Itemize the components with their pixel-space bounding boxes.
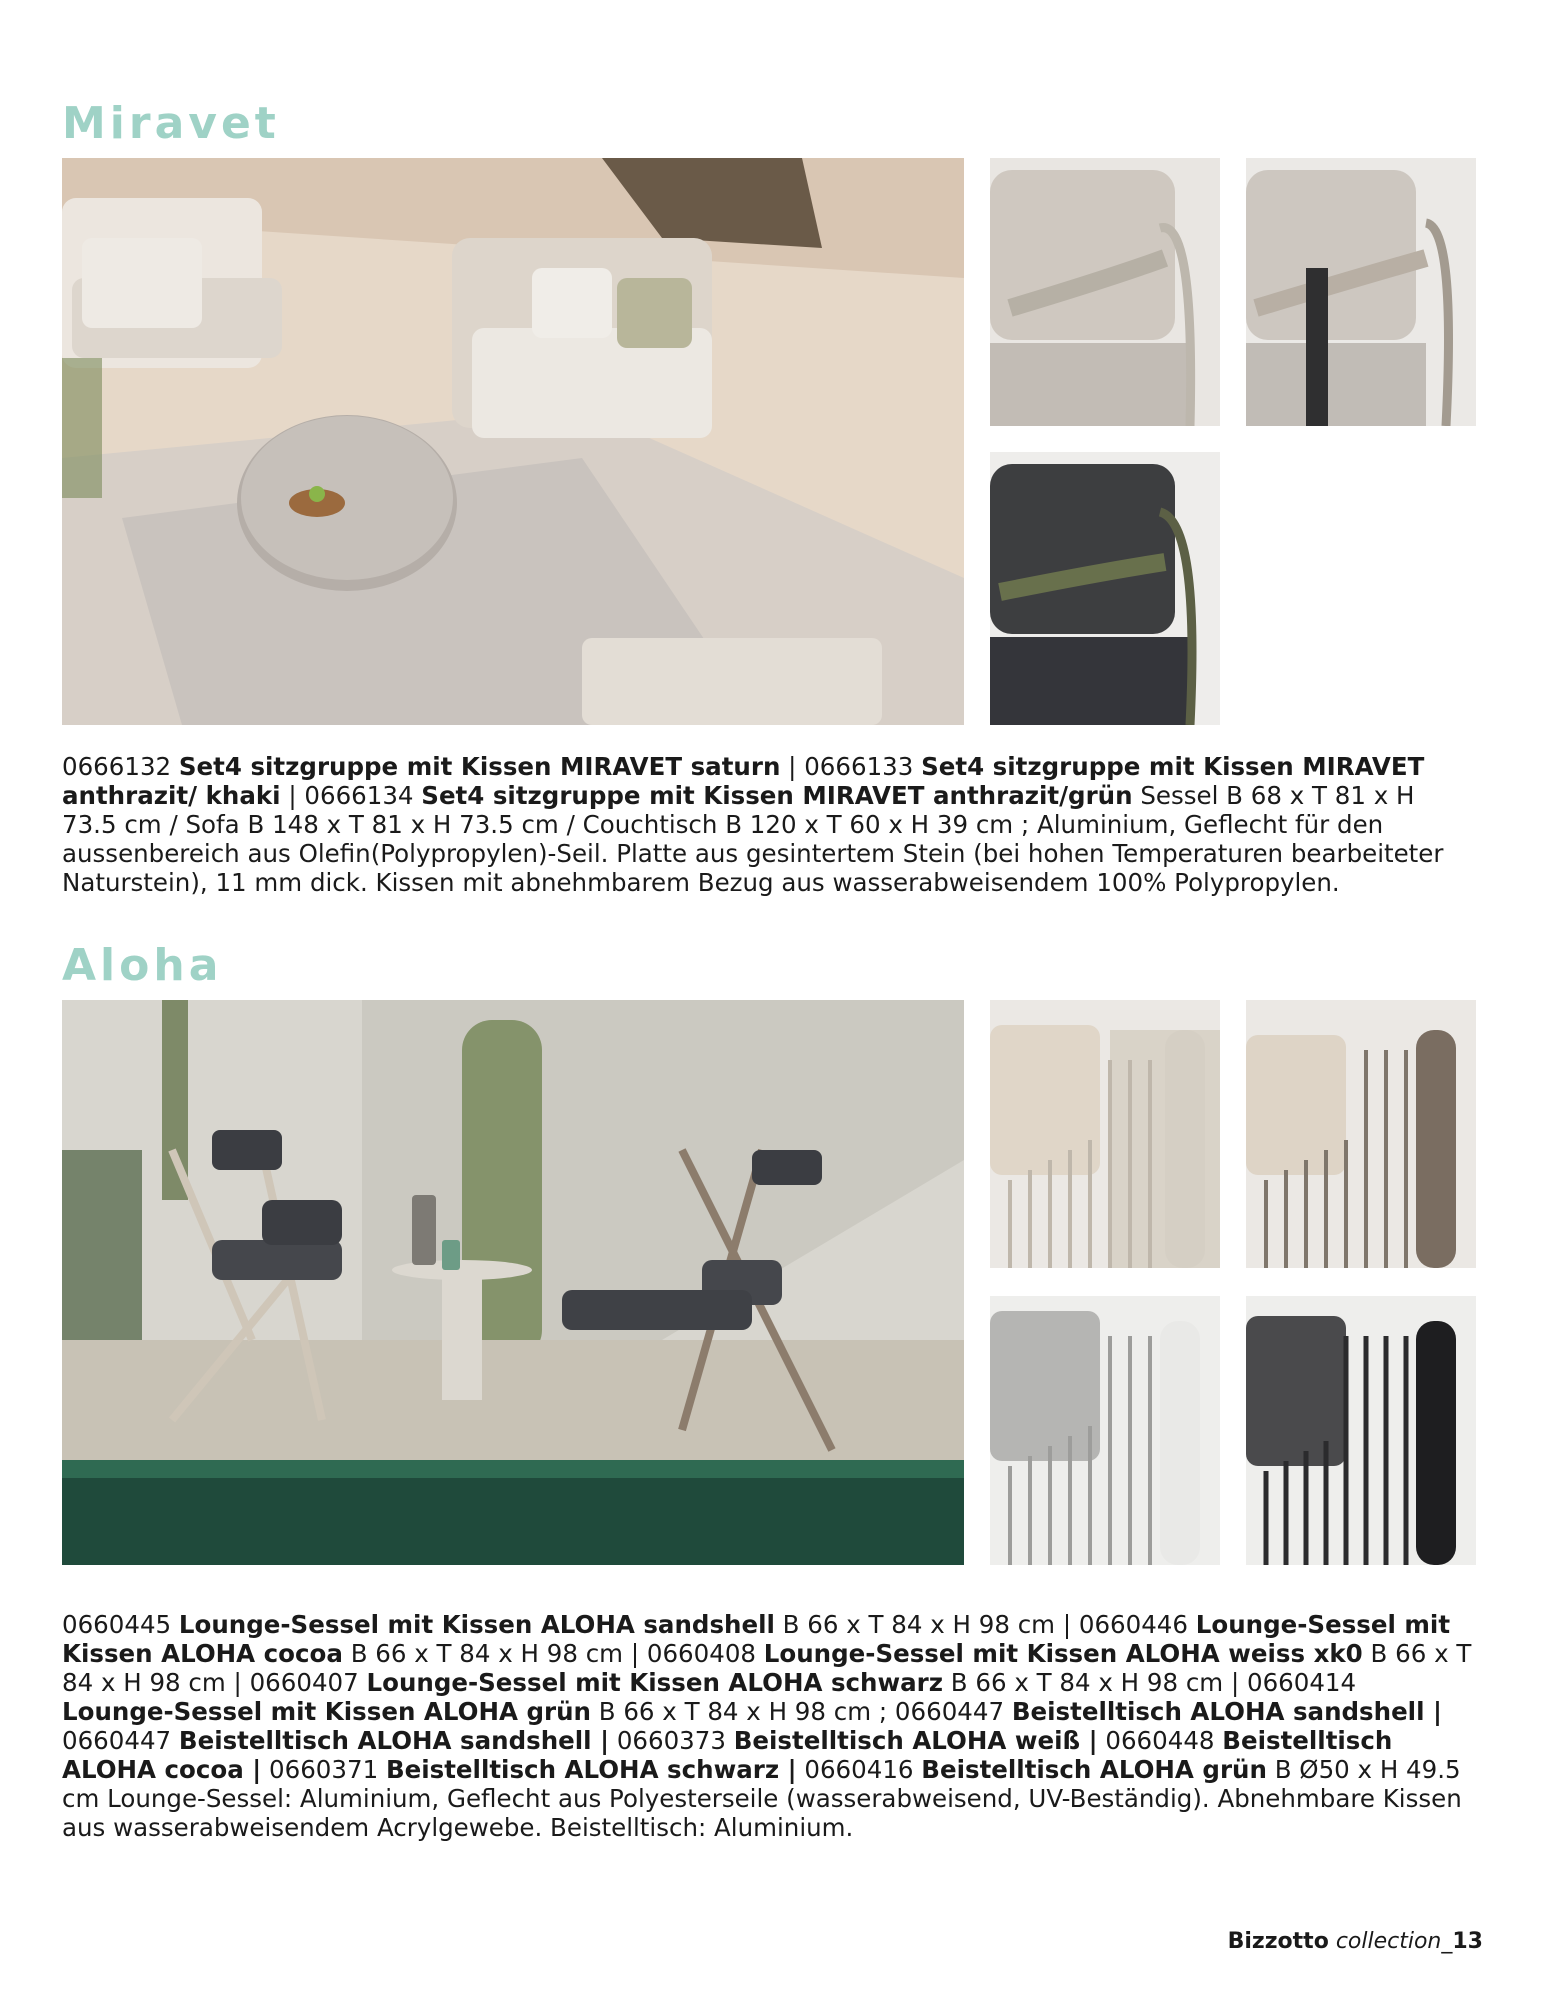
aloha-description xyxy=(62,1610,1472,1842)
aloha-title: Aloha xyxy=(62,940,223,991)
product-text: B 66 x T 84 x H 98 cm | 0660407 xyxy=(62,1639,1472,1697)
product-name: Set4 sitzgruppe mit Kissen MIRAVET anthrazit/ khaki xyxy=(62,752,1425,810)
product-name: Lounge-Sessel mit Kissen ALOHA cocoa xyxy=(62,1610,1451,1668)
product-name: Lounge-Sessel mit Kissen ALOHA weiss xk0 xyxy=(763,1639,1363,1668)
miravet-detail-photo-2 xyxy=(1246,158,1476,426)
product-text: 0660416 xyxy=(796,1755,922,1784)
product-name: Lounge-Sessel mit Kissen ALOHA schwarz xyxy=(366,1668,944,1697)
product-text: B 66 x T 84 x H 98 cm | 0660414 xyxy=(943,1668,1357,1697)
aloha-detail-photo-4 xyxy=(1246,1296,1476,1565)
aloha-detail-photo-2 xyxy=(1246,1000,1476,1268)
product-text: 0666132 xyxy=(62,752,179,781)
product-text: | 0666134 xyxy=(280,781,422,810)
product-text: 0660445 xyxy=(62,1610,179,1639)
product-text: 0660447 xyxy=(62,1726,179,1755)
product-text: B 66 x T 84 x H 98 cm | 0660408 xyxy=(342,1639,764,1668)
miravet-main-photo xyxy=(62,158,964,725)
product-name: Beistelltisch ALOHA weiß | xyxy=(733,1726,1098,1755)
miravet-detail-photo-3 xyxy=(990,452,1220,725)
page-number: 13 xyxy=(1452,1929,1483,1954)
product-name: Beistelltisch ALOHA sandshell | xyxy=(1011,1697,1442,1726)
footer-brand: Bizzotto xyxy=(1227,1929,1329,1954)
product-text: 0660448 xyxy=(1097,1726,1223,1755)
aloha-detail-photo-1 xyxy=(990,1000,1220,1268)
product-text: B Ø50 x H 49.5 cm Lounge-Sessel: Aluminium, Geflecht aus Polyesterseile (wasserabweisend, UV-Beständig). Abnehmbare Kissen aus wasserabweisendem Acrylgewebe. Beistelltisch: Aluminium. xyxy=(62,1755,1462,1842)
miravet-detail-photo-1 xyxy=(990,158,1220,426)
product-name: Lounge-Sessel mit Kissen ALOHA sandshell xyxy=(178,1610,775,1639)
aloha-main-photo xyxy=(62,1000,964,1565)
page-footer xyxy=(1228,1929,1483,1954)
product-text: | 0666133 xyxy=(780,752,922,781)
product-text: B 66 x T 84 x H 98 cm | 0660446 xyxy=(774,1610,1196,1639)
product-name: Beistelltisch ALOHA cocoa | xyxy=(62,1726,1393,1784)
miravet-title: Miravet xyxy=(62,98,280,149)
product-name: Beistelltisch ALOHA sandshell | xyxy=(178,1726,610,1755)
product-text: 0660371 xyxy=(261,1755,386,1784)
miravet-description xyxy=(62,752,1472,897)
product-text: Sessel B 68 x T 81 x H 73.5 cm / Sofa B 148 x T 81 x H 73.5 cm / Couchtisch B 120 x T 60 x H 39 cm ; Aluminium, Geflecht für den aussenbereich aus Olefin(Polypropylen)-Seil. Platte aus gesintertem Stein (bei hohen Temperaturen bearbeiteter Naturstein), 11 mm dick. Kissen mit abnehmbarem Bezug aus wasserabweisendem 100% Polypropylen. xyxy=(62,781,1444,897)
footer-collection: collection_ xyxy=(1335,1929,1453,1954)
aloha-detail-photo-3 xyxy=(990,1296,1220,1565)
product-name: Set4 sitzgruppe mit Kissen MIRAVET saturn xyxy=(178,752,781,781)
product-text: 0660373 xyxy=(609,1726,734,1755)
product-name: Beistelltisch ALOHA schwarz | xyxy=(385,1755,797,1784)
product-name: Beistelltisch ALOHA grün xyxy=(921,1755,1267,1784)
product-name: Lounge-Sessel mit Kissen ALOHA grün xyxy=(62,1697,591,1726)
product-text: B 66 x T 84 x H 98 cm ; 0660447 xyxy=(590,1697,1012,1726)
product-name: Set4 sitzgruppe mit Kissen MIRAVET anthrazit/grün xyxy=(421,781,1133,810)
